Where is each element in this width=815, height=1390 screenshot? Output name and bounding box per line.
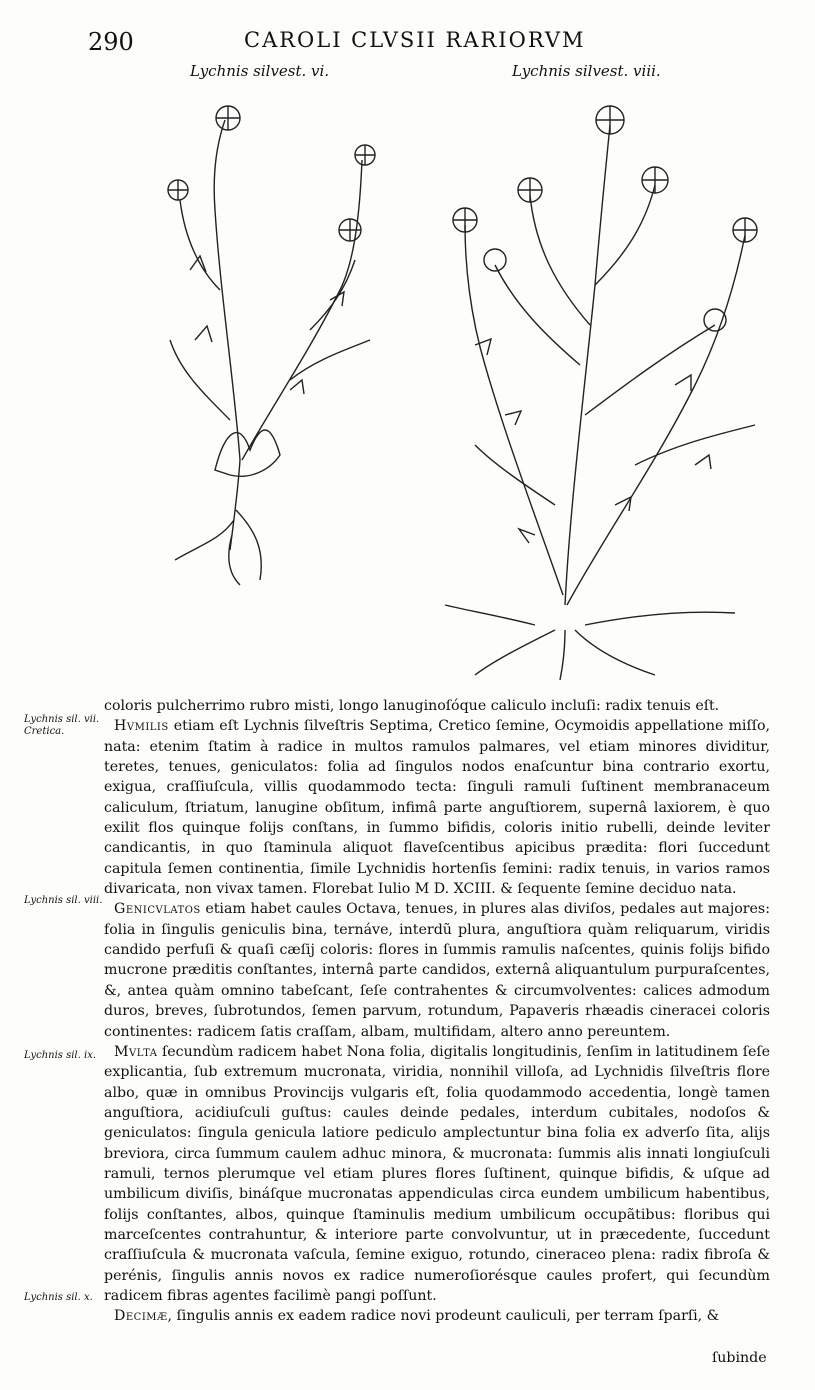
margin-note-lychnis-ix: Lychnis sil. ix. [24, 1050, 97, 1061]
margin-note-lychnis-viii: Lychnis sil. viii. [24, 895, 103, 906]
catchword: ſubinde [712, 1350, 767, 1366]
lead-word: Mvlta [114, 1043, 158, 1060]
paragraph-text: ſecundùm radicem habet Nona folia, digitalis longitudinis, ſenſim in latitudinem ſeſe explicantia, ſub extremum mucronata, viridia, nonnihil villoſa, ad Lychnidis ſilveſtris flore albo, quæ in omnibus Provincijs vulgaris eſt, folia quodammodo accedentia, longè tamen anguſtiora, acidiuſculi guſtus: caules deinde pedales, interdum cubitales, nodoſos & geniculatos: ſingula genicula latiore pediculo amplectuntur bina folia ex adverſo ſita, alijs breviora, circa ſummum caulem adhuc minora, & mucronata: ſummis alis innati longiuſculi ramuli, ternos plerumque vel etiam plures flores ſuſtinent, quinque bifidis, & uſque ad umbilicum diviſis, bináſque mucronatas appendiculas circa eundem umbilicum habentibus, folijs conſtantes, albos, quinque ſtaminulis medium umbilicum occupãtibus: floribus qui marceſcentes contrahuntur, & interiore parte convolvuntur, ut in præcedente, ſuccedunt craſſiuſcula & mucronata vaſcula, ſemine exiguo, rotundo, cineraceo plena: radix fibroſa & perénis, ſingulis annis novos ex radice numeroſiorésque caules profert, qui ſecundùm radicem fibras agentes facilimè pangi poſſunt. [104, 1043, 770, 1304]
margin-note-lychnis-x: Lychnis sil. x. [24, 1292, 93, 1303]
body-text [104, 696, 770, 1327]
plant-illustration-right [445, 106, 757, 680]
paragraph-humilis [104, 716, 770, 899]
paragraph-text: etiam habet caules Octava, tenues, in plures alas diviſos, pedales aut majores: folia in ſingulis geniculis bina, ternáve, interdũ plura, anguſtiora quàm reliquarum, viridis candido perfuſi & quaſi cæſij coloris: flores in ſummis ramulis naſcentes, quinis folijs bifido mucrone præditis conſtantes, internâ parte candidos, externâ aliquantulum purpuraſcentes, &, antea quàm omnino tabeſcant, ſeſe contrahentes & circumvolventes: calices admodum duros, breves, ſubrotundos, ſemen parvum, rotundum, Papaveris rhæadis cineracei coloris continentes: radicem ſatis craſſam, albam, multifidam, altero anno pereuntem. [104, 901, 770, 1040]
paragraph-decimae [104, 1306, 770, 1326]
paragraph-multa [104, 1042, 770, 1306]
paragraph-text: , ſingulis annis ex eadem radice novi prodeunt cauliculi, per terram ſparſi, & [167, 1308, 720, 1325]
lead-word: Decimæ [114, 1308, 168, 1325]
figure-caption-right: Lychnis silvest. viii. [512, 62, 661, 80]
page-number: 290 [88, 28, 134, 56]
margin-note-lychnis-vii: Lychnis sil. vii. Cretica. [24, 714, 100, 737]
lead-word: Hvmilis [114, 718, 169, 735]
page-header [0, 24, 815, 58]
paragraph-text: etiam eſt Lychnis ſilveſtris Septima, Cretico ſemine, Ocymoidis appellatione miſſo, nata: etenim ſtatim à radice in multos ramulos palmares, vel etiam minores dividitur, teretes, tenues, geniculatos: folia ad ſingulos nodos enaſcuntur bina contrario exortu, exigua, craſſiuſcula, villis quodammodo tecta: ſinguli ramuli ſuſtinent membranaceum caliculum, ſtriatum, lanugine obſitum, infimâ parte anguſtiorem, supernâ laxiorem, è quo exilit flos quinque folijs conſtans, in ſummo bifidis, coloris initio rubelli, deinde leviter candicantis, in quo ſtaminula aliquot flaveſcentibus apicibus prædita: flori ſuccedunt capitula ſemen continentia, ſimile Lychnidis hortenſis ſemini: radix tenuis, in varios ramos divaricata, non vivax tamen. Florebat Iulio M D. XCIII. & ſequente ſemine deciduo nata. [104, 718, 770, 898]
woodcut-lychnis-viii [435, 85, 775, 680]
woodcut-lychnis-vi [130, 90, 410, 590]
figure-caption-left: Lychnis silvest. vi. [190, 62, 330, 80]
running-title: CAROLI CLVSII RARIORVM [244, 28, 586, 52]
plant-illustration-left [168, 106, 375, 585]
lead-word: Genicvlatos [114, 901, 201, 918]
paragraph-geniculatos [104, 899, 770, 1041]
paragraph-continuation: coloris pulcherrimo rubro misti, longo lanuginoſóque caliculo incluſi: radix tenuis eſt. [104, 698, 720, 714]
